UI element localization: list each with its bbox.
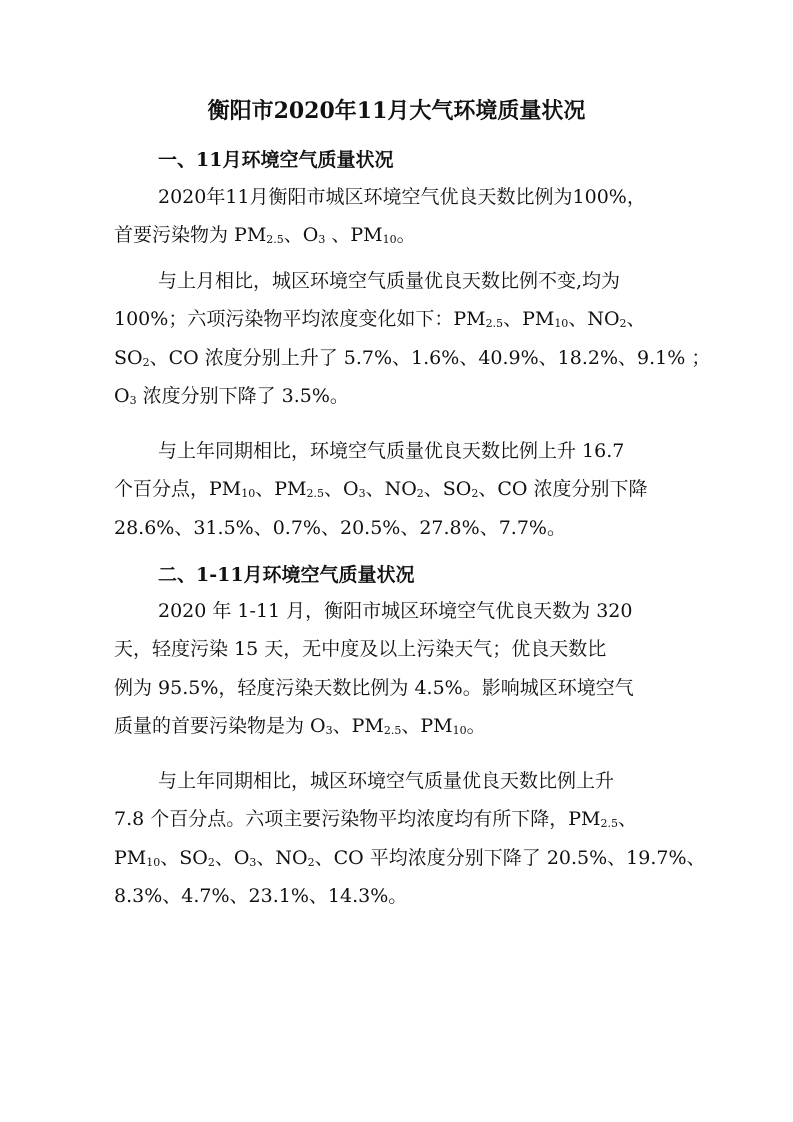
section-2-heading: 二、1-11月环境空气质量状况 [158, 564, 415, 586]
document-title: 衡阳市2020年11月大气环境质量状况 [207, 98, 586, 124]
text-line: $SO_2$、CO 浓度分别上升了 5.7%、1.6%、40.9%、18.2%、9.1% ； [114, 346, 711, 369]
text-line: 8.3%、4.7%、23.1%、14.3%。 [114, 885, 408, 908]
section-2-paragraph-2 [114, 762, 706, 916]
section-2-paragraph-1 [114, 592, 689, 746]
text-line: 质量的首要污染物是为 $O_3$、$PM_{2.5}$、$PM_{10}$。 [114, 715, 486, 738]
text-line: 与上月相比，城区环境空气质量优良天数比例不变,均为 [158, 270, 621, 292]
text-line: $PM_{10}$、$SO_2$、$O_3$、$NO_2$、CO 平均浓度分别下降了 20.5%、19.7%、 [114, 846, 706, 869]
text-line: 7.8 个百分点。六项主要污染物平均浓度均有所下降，$PM_{2.5}$、 [114, 808, 638, 831]
text-line: 与上年同期相比，环境空气质量优良天数比例上升 16.7 [158, 440, 625, 462]
text-line: 个百分点，$PM_{10}$、$PM_{2.5}$、$O_3$、$NO_2$、$SO_2$、CO 浓度分别下降 [114, 478, 648, 501]
text-line: 2020 年 1-11 月，衡阳市城区环境空气优良天数为 320 [158, 600, 633, 622]
text-line: 与上年同期相比，城区环境空气质量优良天数比例上升 [158, 770, 615, 792]
text-line: 首要污染物为 $PM_{2.5}$、$O_3$ 、$PM_{10}$。 [114, 224, 416, 247]
text-line: 100%；六项污染物平均浓度变化如下：$PM_{2.5}$、$PM_{10}$、$NO_2$、 [114, 308, 646, 331]
text-line: 2020年11月衡阳市城区环境空气优良天数比例为100%， [158, 186, 646, 208]
text-line: 天，轻度污染 15 天，无中度及以上污染天气；优良天数比 [114, 638, 607, 661]
section-1-paragraph-1 [114, 178, 689, 255]
text-line: 例为 95.5%，轻度污染天数比例为 4.5%。影响城区环境空气 [114, 676, 634, 699]
section-1-paragraph-2 [114, 262, 711, 416]
text-line: 28.6%、31.5%、0.7%、20.5%、27.8%、7.7%。 [114, 516, 566, 539]
section-1-paragraph-3 [114, 432, 689, 547]
text-line: $O_3$ 浓度分别下降了 3.5%。 [114, 385, 349, 408]
section-1-heading: 一、11月环境空气质量状况 [158, 149, 394, 171]
